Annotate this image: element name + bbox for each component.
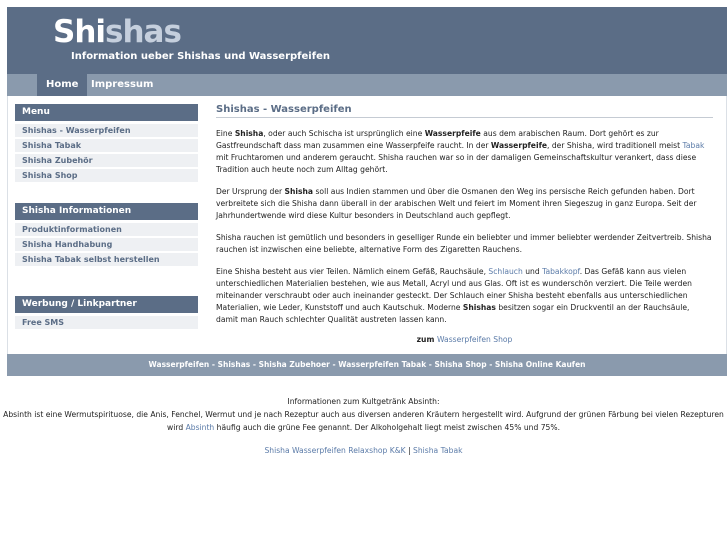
paragraph-4 <box>216 266 713 326</box>
text: besitzen sogar ein Druckventil an der Rauchsäule, damit man Rauch schlechter Qualität austreten lassen kann. <box>216 303 690 324</box>
page-wrapper <box>7 7 727 376</box>
shop-prefix: zum <box>416 335 438 344</box>
sidebar-item-selbst-herstellen[interactable]: Shisha Tabak selbst herstellen <box>15 253 198 268</box>
sidebar-info-title: Shisha Informationen <box>15 203 198 220</box>
sidebar-item-produktinfo[interactable]: Produktinformationen <box>15 223 198 238</box>
paragraph-3: Shisha rauchen ist gemütlich und besonders in geselliger Runde ein beliebter und immer beliebter werdender Zeitvertreib. Shisha rauchen ist inzwischen eine beliebte, alternative Form des Zigaretten Rauchens. <box>216 233 712 254</box>
bold-text: Shisha <box>234 129 264 138</box>
bottom-links <box>0 446 727 455</box>
link-absinth[interactable]: Absinth <box>185 423 215 432</box>
absinth-text <box>0 408 727 434</box>
logo-part1: Shi <box>53 14 106 50</box>
text: Eine <box>216 129 235 138</box>
link-separator: | <box>405 446 414 455</box>
text: , oder auch Schischa ist ursprünglich eine <box>263 129 425 138</box>
sidebar-item-tabak[interactable]: Shisha Tabak <box>15 139 198 154</box>
link-relaxshop[interactable]: Shisha Wasserpfeifen Relaxshop K&K <box>264 446 406 455</box>
text: mit Fruchtaromen und anderem geraucht. Shisha rauchen war so in der damaligen Gemeinschaftskultur verankert, dass diese Tradition auch heute noch zum Alltag gehört. <box>216 153 697 174</box>
text: Absinth ist eine Wermutspirituose, die Anis, Fenchel, Wermut und je nach Rezeptur auch aus diversen anderen Kräutern hergestellt wird. Aufgrund der grünen Färbung bei vielen Rezepturen wird <box>3 410 724 432</box>
text: . Das Gefäß kann aus vielen unterschiedlichen Materialien bestehen, wie aus Metall, Acryl und aus Glas. Oft ist es wunderschön verziert. Die Teile werden miteinander verschraubt oder auch ineinander gesteckt. Der Schlauch einer Shisha besteht ebenfalls aus unterschiedlichen Materialien, wie Leder, Kunststoff und auch Kautschuk. Moderne <box>216 267 692 312</box>
paragraph-2 <box>216 186 713 222</box>
nav-impressum[interactable]: Impressum <box>91 79 154 90</box>
bold-text: Wasserpfeife <box>424 129 481 138</box>
sidebar-item-shop[interactable]: Shisha Shop <box>15 169 198 184</box>
bold-text: Wasserpfeife <box>490 141 548 150</box>
link-schlauch[interactable]: Schlauch <box>488 267 523 276</box>
bold-text: Shisha <box>284 187 314 196</box>
text: Der Ursprung der <box>216 187 285 196</box>
text: Eine Shisha besteht aus vier Teilen. Nämlich einem Gefäß, Rauchsäule, <box>216 267 489 276</box>
text: und <box>522 267 543 276</box>
site-tagline: Information ueber Shishas und Wasserpfeifen <box>71 51 330 62</box>
text: aus dem arabischen Raum. Dort gehört es zur Gastfreundschaft dass man zusammen eine Wasserpfeife raucht. In der <box>216 129 659 150</box>
sidebar-ads-title: Werbung / Linkpartner <box>15 296 198 313</box>
absinth-heading: Informationen zum Kultgetränk Absinth: <box>287 397 440 406</box>
shop-link-line <box>216 335 713 344</box>
content-area <box>7 96 727 354</box>
link-tabak[interactable]: Tabak <box>682 141 705 150</box>
logo-part2: shas <box>105 14 181 50</box>
text: soll aus Indien stammen und über die Osmanen den Weg ins persische Reich gefunden haben. Dort verbreitete sich die Shisha dann überall in der arabischen Welt und feiert im Moment ihren Siegeszug in ganz Europa. Seit der Jahrhundertwende wird diese Kultur besonders in Deutschland auch gepflegt. <box>216 187 697 220</box>
sidebar-item-wasserpfeifen[interactable]: Shishas - Wasserpfeifen <box>15 124 198 139</box>
site-header <box>7 7 727 74</box>
main-content <box>216 104 713 344</box>
text: , der Shisha, wird traditionell meist <box>547 141 683 150</box>
link-tabakkopf[interactable]: Tabakkopf <box>542 267 580 276</box>
sidebar-item-free-sms[interactable]: Free SMS <box>15 316 198 331</box>
top-nav <box>7 74 727 96</box>
sidebar-ads <box>15 296 198 331</box>
sidebar-info <box>15 203 198 268</box>
site-footer: Wasserpfeifen - Shishas - Shisha Zubehoer - Wasserpfeifen Tabak - Shisha Shop - Shisha Online Kaufen <box>7 354 727 376</box>
sidebar-menu <box>15 104 198 184</box>
link-wasserpfeifen-shop[interactable]: Wasserpfeifen Shop <box>437 335 513 344</box>
sidebar-menu-title: Menu <box>15 104 198 121</box>
sidebar-item-handhabung[interactable]: Shisha Handhabung <box>15 238 198 253</box>
sidebar-item-zubehoer[interactable]: Shisha Zubehör <box>15 154 198 169</box>
paragraph-1 <box>216 128 713 176</box>
nav-home[interactable]: Home <box>37 74 87 96</box>
text: häufig auch die grüne Fee genannt. Der Alkoholgehalt liegt meist zwischen 45% und 75%. <box>214 423 560 432</box>
site-logo[interactable] <box>53 15 181 49</box>
link-shisha-tabak[interactable]: Shisha Tabak <box>413 446 463 455</box>
page-title: Shishas - Wasserpfeifen <box>216 104 713 118</box>
bold-text: Shishas <box>462 303 496 312</box>
absinth-info <box>0 395 727 434</box>
